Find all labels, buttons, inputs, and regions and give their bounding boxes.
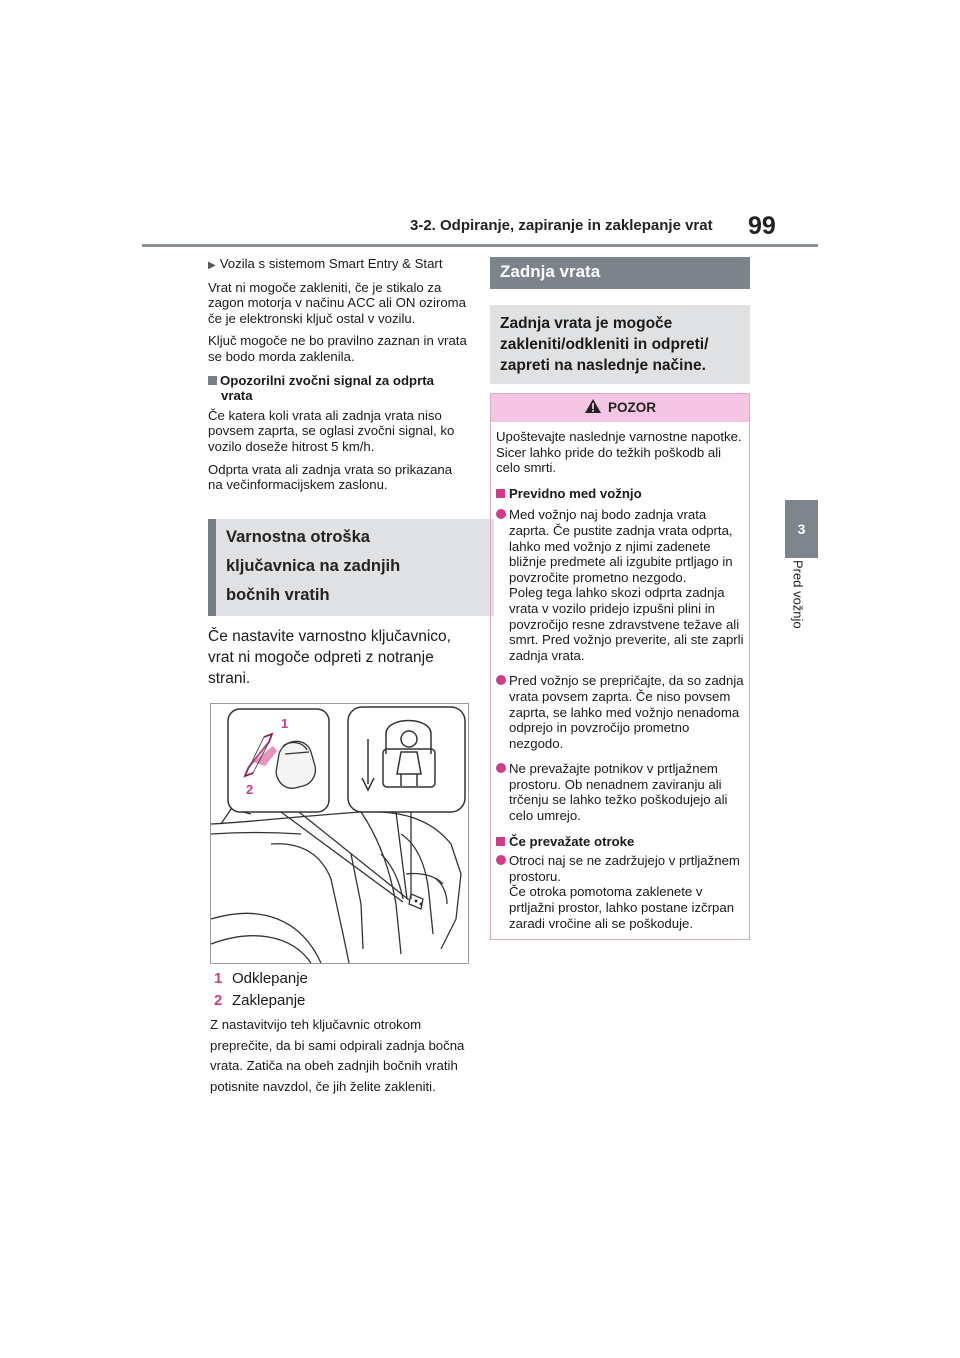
right-column bbox=[490, 257, 750, 940]
section-title-line: Varnostna otroška bbox=[226, 527, 370, 546]
page-number: 99 bbox=[748, 212, 776, 240]
legend-number: 1 bbox=[214, 970, 223, 987]
section-title-line: ključavnica na zadnjih bbox=[226, 556, 401, 575]
smart-entry-heading bbox=[208, 256, 470, 274]
warning-subheading-text: Če prevažate otroke bbox=[509, 833, 635, 849]
subheading-line-1: Opozorilni zvočni signal za odprta bbox=[220, 372, 434, 388]
warning-title: POZOR bbox=[607, 400, 656, 415]
circle-bullet-icon bbox=[496, 675, 506, 685]
tailgate-intro: Zadnja vrata je mogoče zakleniti/odkleniti in odpreti/ zapreti na naslednje načine. bbox=[490, 305, 750, 384]
warning-bullet bbox=[496, 853, 744, 931]
figure-legend bbox=[214, 968, 470, 1012]
chapter-tab: 3 bbox=[785, 500, 818, 558]
warning-intro: Upoštevajte naslednje varnostne napotke. Sicer lahko pride do težkih poškodb ali celo smrti. bbox=[496, 429, 742, 476]
warning-bullet-text: Pred vožnjo se prepričajte, da so zadnja vrata povsem zaprta. Če niso povsem zaprta, se lahko med vožnjo nenadoma odprejo in povzročijo prometno nezgodo. bbox=[509, 673, 744, 751]
warning-subheading bbox=[496, 834, 744, 850]
circle-bullet-icon bbox=[496, 855, 506, 865]
warning-bullet bbox=[496, 507, 744, 663]
legend-number: 2 bbox=[214, 992, 223, 1009]
warning-subheading-text: Previdno med vožnjo bbox=[509, 485, 642, 501]
subheading-line-2: vrata bbox=[221, 388, 253, 404]
warning-body bbox=[491, 422, 749, 939]
smart-entry-heading-text: Vozila s sistemom Smart Entry & Start bbox=[219, 256, 443, 271]
legend-item bbox=[214, 968, 470, 990]
warning-triangle-icon bbox=[584, 398, 602, 414]
figure-label-lock: 2 bbox=[246, 782, 254, 797]
section-title-tailgate: Zadnja vrata bbox=[490, 257, 750, 289]
left-column bbox=[208, 256, 470, 696]
paragraph: Vrat ni mogoče zakleniti, če je stikalo za zagon motorja v načinu ACC ali ON oziroma če je elektronski ključ ostal v vozilu. bbox=[208, 279, 466, 326]
legend-text: Zaklepanje bbox=[232, 992, 306, 1009]
header-divider bbox=[142, 244, 818, 247]
child-lock-description: Če nastavite varnostno ključavnico, vrat ni mogoče odpreti z notranje strani. bbox=[208, 627, 451, 687]
section-title-line: bočnih vratih bbox=[226, 585, 330, 604]
chapter-label-container bbox=[778, 560, 818, 660]
legend-text: Odklepanje bbox=[232, 970, 308, 987]
warning-bullet-text: Ne prevažajte potnikov v prtljažnem prostoru. Ob nenadnem zaviranju ali trčenju se lahko težko poškodujejo ali celo umrejo. bbox=[509, 761, 728, 824]
warning-box bbox=[490, 393, 750, 940]
warning-subheading bbox=[496, 486, 744, 502]
warning-bullet-text: Med vožnjo naj bodo zadnja vrata zaprta. Če pustite zadnja vrata odprta, lahko med vožnjo z njimi zadenete bližnje predmete ali izgubite prtljago in povzročite prometno nezgodo. Poleg tega lahko skozi odprta zadnja vrata v vozilo pridejo izpušni plini in povzročijo resne zdravstvene težave ali smrt. Pred vožnjo preverite, ali ste zaprli zadnja vrata. bbox=[509, 507, 744, 663]
child-lock-diagram bbox=[211, 704, 468, 963]
child-lock-illustration bbox=[210, 703, 469, 964]
square-bullet-icon bbox=[208, 376, 217, 385]
paragraph: Odprta vrata ali zadnja vrata so prikazana na večinformacijskem zaslonu. bbox=[208, 461, 453, 493]
section-title-child-lock bbox=[208, 519, 494, 616]
figure-label-unlock: 1 bbox=[281, 716, 289, 731]
chapter-label: Pred vožnjo bbox=[790, 560, 806, 629]
circle-bullet-icon bbox=[496, 509, 506, 519]
warning-bullet bbox=[496, 673, 744, 751]
child-lock-note: Z nastavitvijo teh ključavnic otrokom preprečite, da bi sami odpirali zadnja bočna vrata. Zatiča na obeh zadnjih bočnih vratih potisnite navzdol, če jih želite zakleniti. bbox=[210, 1017, 465, 1094]
triangle-bullet-icon: ▶ bbox=[208, 260, 216, 271]
warning-header bbox=[491, 394, 749, 422]
square-bullet-icon bbox=[496, 489, 505, 498]
square-bullet-icon bbox=[496, 837, 505, 846]
subheading bbox=[208, 373, 470, 404]
legend-item bbox=[214, 990, 470, 1012]
section-header-title: 3-2. Odpiranje, zapiranje in zaklepanje vrat bbox=[410, 217, 713, 234]
paragraph: Ključ mogoče ne bo pravilno zaznan in vrata se bodo morda zaklenila. bbox=[208, 333, 467, 364]
circle-bullet-icon bbox=[496, 763, 506, 773]
warning-bullet-text: Otroci naj se ne zadržujejo v prtljažnem prostoru. Če otroka pomotoma zaklenete v prtljažni prostor, lahko postane izčrpan zaradi vročine ali se poškoduje. bbox=[509, 853, 740, 931]
warning-bullet bbox=[496, 761, 744, 823]
paragraph: Če katera koli vrata ali zadnja vrata niso povsem zaprta, se oglasi zvočni signal, ko vozilo doseže hitrost 5 km/h. bbox=[208, 407, 455, 454]
